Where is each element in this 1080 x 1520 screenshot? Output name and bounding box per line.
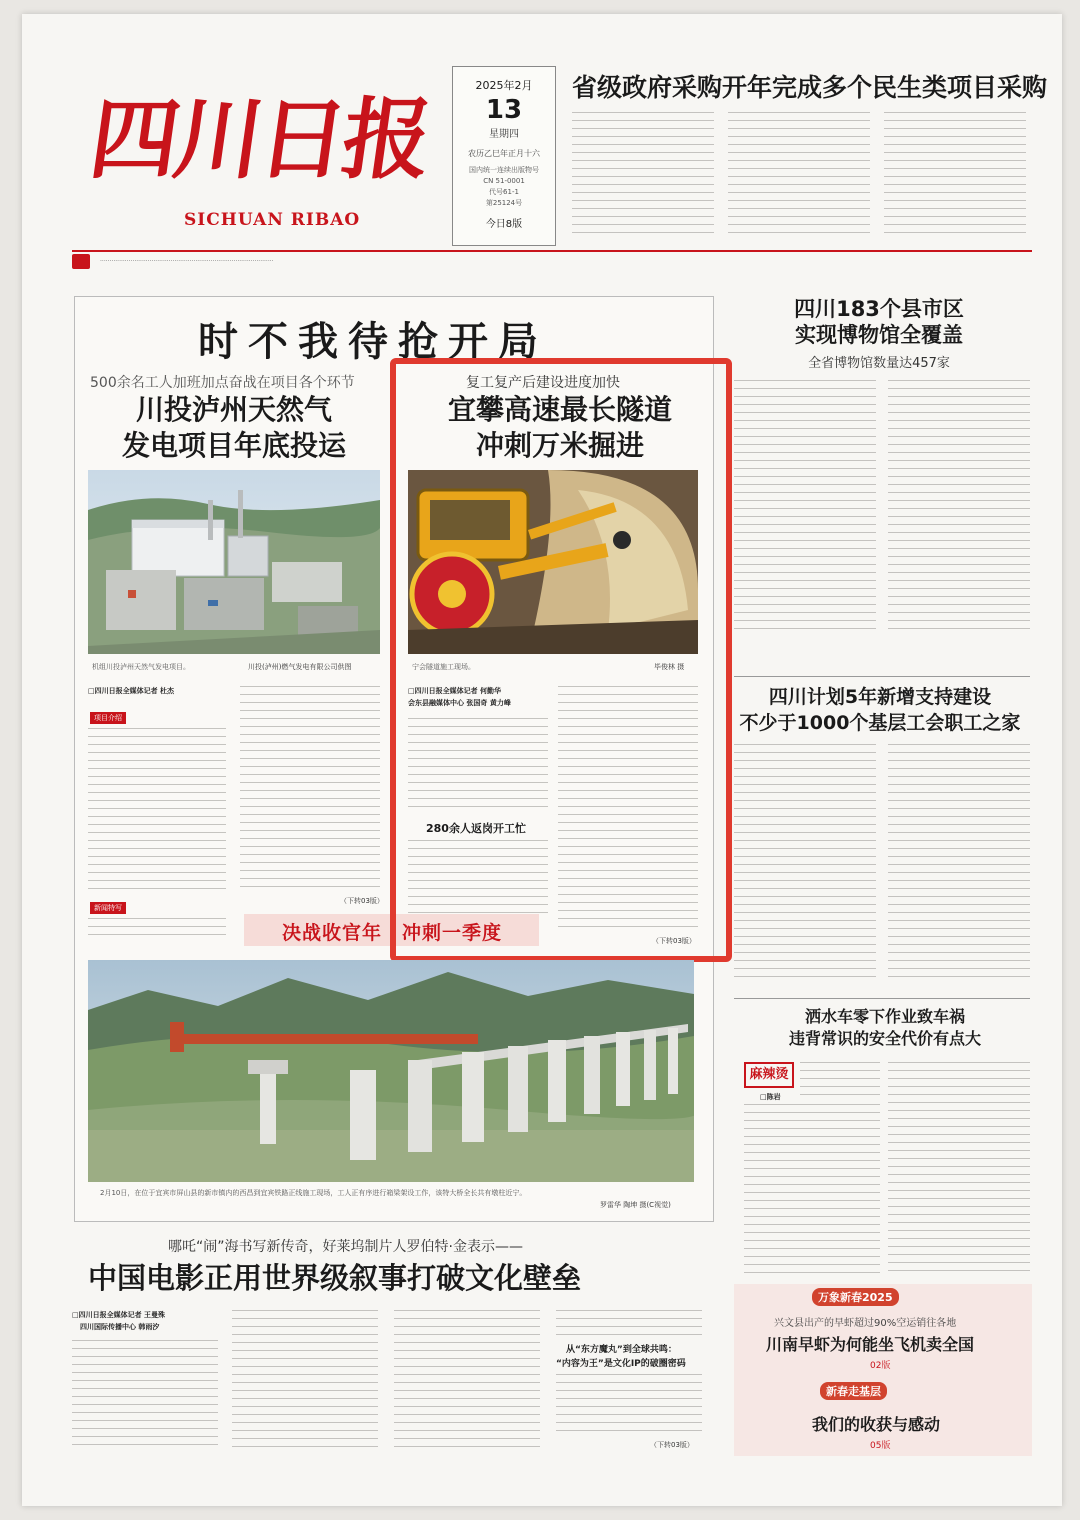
power-plant-credit: 川投(泸州)燃气发电有限公司供图 xyxy=(248,663,352,671)
promo-headline-shrimp[interactable]: 川南早虾为何能坐飞机卖全国 xyxy=(766,1335,975,1354)
bottom-story-kicker: 哪吒“闹”海书写新传奇，好莱坞制片人罗伯特·金表示—— xyxy=(168,1239,523,1255)
left-story-headline[interactable]: 川投泸州天然气 发电项目年底投运 xyxy=(121,393,346,462)
museum-story-headline[interactable]: 四川183个县市区 实现博物馆全覆盖 xyxy=(794,297,964,347)
bottom-story-byline: □四川日报全媒体记者 王曼殊 xyxy=(72,1311,166,1319)
left-story-byline: □四川日报全媒体记者 杜杰 xyxy=(88,687,175,695)
bottom-story-continued[interactable]: （下转03版） xyxy=(650,1441,694,1449)
column-stamp: 麻辣烫 xyxy=(744,1062,794,1088)
party-seal-icon xyxy=(72,254,90,269)
left-story-kicker: 500余名工人加班加点奋战在项目各个环节 xyxy=(90,375,355,391)
trade-union-story-headline[interactable]: 四川计划5年新增支持建设 不少于1000个基层工会职工之家 xyxy=(739,686,1021,734)
weekday: 星期四 xyxy=(489,129,519,140)
section-tag: 项目介绍 xyxy=(90,712,126,724)
date-box xyxy=(452,66,556,246)
middle-story-headline[interactable]: 宜攀高速最长隧道 冲刺万米掘进 xyxy=(447,393,672,462)
top-story-headline[interactable]: 省级政府采购开年完成多个民生类项目采购 xyxy=(572,73,1048,102)
masthead xyxy=(72,60,435,250)
railway-bridge-photo[interactable] xyxy=(88,960,694,1182)
section-tag: 新闻特写 xyxy=(90,902,126,914)
issue-info: 国内统一连续出版物号 CN 51-0001 代号61-1 第25124号 xyxy=(469,166,539,207)
middle-story-byline-2: 会东县融媒体中心 张国奇 黄力峰 xyxy=(408,699,511,707)
lunar-date: 农历乙巳年正月十六 xyxy=(468,149,540,158)
bottom-story-headline[interactable]: 中国电影正用世界级叙事打破文化壁垒 xyxy=(88,1261,582,1295)
masthead-rule xyxy=(72,250,1032,252)
campaign-banner: 决战收官年 冲刺一季度 xyxy=(244,914,539,946)
middle-story-subhead: 280余人返岗开工忙 xyxy=(426,822,526,835)
middle-story-byline: □四川日报全媒体记者 何勤华 xyxy=(408,687,502,695)
page-count: 今日8版 xyxy=(485,219,523,230)
bottom-story-subhead: 从“东方魔丸”到全球共鸣： xyxy=(566,1345,677,1355)
power-plant-photo[interactable] xyxy=(88,470,380,654)
column-divider xyxy=(734,998,1030,999)
promo-badge-spring: 万象新春2025 xyxy=(812,1288,899,1306)
column-divider xyxy=(734,676,1030,677)
sprinkler-story-byline: □陈岩 xyxy=(760,1093,781,1101)
sprinkler-story-headline[interactable]: 洒水车零下作业致车祸 违背常识的安全代价有点大 xyxy=(788,1007,981,1048)
promo-box xyxy=(734,1284,1032,1456)
railway-bridge-caption: 2月10日，在位于宜宾市屏山县的新市镇内的西昌到宜宾铁路正线施工现场，工人正有序进行箱梁架设工作，该特大桥全长共有墩柱近宁。 xyxy=(100,1189,527,1197)
promo-headline-harvest[interactable]: 我们的收获与感动 xyxy=(812,1415,941,1434)
middle-story-continued[interactable]: （下转03版） xyxy=(652,937,696,945)
promo-page-ref[interactable]: 02版 xyxy=(870,1361,891,1371)
bottom-story-subhead-2: “内容为王”是文化IP的破圈密码 xyxy=(556,1359,686,1369)
date-day: 13 xyxy=(485,95,523,125)
highlight-box xyxy=(390,358,732,962)
promo-page-ref-2[interactable]: 05版 xyxy=(870,1441,891,1451)
railway-bridge-credit: 罗雷华 陶坤 摄(C视觉) xyxy=(600,1201,671,1209)
tunnel-photo-caption: 宁会隧道施工现场。 xyxy=(412,663,475,671)
left-story-continued[interactable]: （下转03版） xyxy=(340,897,384,905)
bottom-story-byline-2: 四川国际传播中心 韩雨汐 xyxy=(80,1323,160,1331)
date-year-month: 2025年2月 xyxy=(475,79,533,92)
middle-story-kicker: 复工复产后建设进度加快 xyxy=(466,375,620,391)
issue-line: ··························································································· xyxy=(72,253,1032,271)
museum-story-subhead: 全省博物馆数量达457家 xyxy=(808,356,950,371)
top-story-body xyxy=(572,112,1034,244)
promo-subtitle: 兴文县出产的早虾超过90%空运销往各地 xyxy=(774,1318,957,1329)
power-plant-caption: 机组川投泸州天然气发电项目。 xyxy=(92,663,190,671)
promo-badge-grassroots: 新春走基层 xyxy=(820,1382,887,1400)
newspaper-name-english: SICHUAN RIBAO xyxy=(184,210,361,230)
tunnel-photo-credit: 毕俊林 摄 xyxy=(654,663,685,671)
newspaper-logo: 四川日报 xyxy=(83,87,435,191)
lead-section-title: 时不我待抢开局 xyxy=(198,319,548,365)
